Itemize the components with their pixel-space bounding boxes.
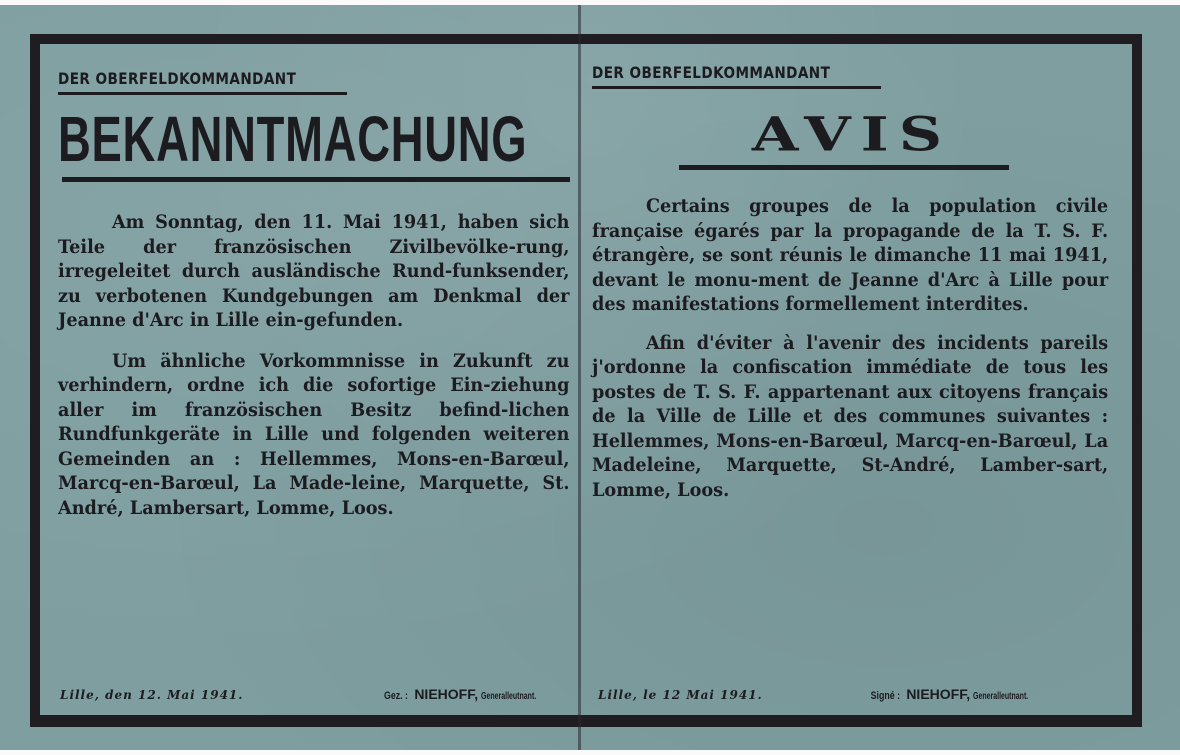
german-footer — [58, 686, 570, 703]
german-notice — [58, 45, 570, 717]
german-signature — [381, 686, 560, 703]
title-underline — [679, 165, 1009, 170]
center-fold-line — [578, 5, 581, 750]
office-heading-german: DER OBERFELDKOMMANDANT — [58, 69, 347, 95]
poster-paper — [0, 5, 1180, 750]
signatory-rank: Generalleutnant. — [481, 691, 537, 702]
german-date-line: Lille, den 12. Mai 1941. — [60, 688, 244, 702]
german-paragraph-2: Um ähnliche Vorkommnisse in Zukunft zu verhindern, ordne ich die sofortige Ein-ziehung aller im französischen Besitz befind-lichen Rundfunkgeräte in Lille und folgenden weiteren Gemeinden an : Hellemmes, Mons-en-Barœul, Marcq-en-Barœul, La Made-leine, Marquette, St. André, Lambersart, Lomme, Loos. — [58, 349, 570, 519]
french-paragraph-1: Certains groupes de la population civile française égarés par la propagande de la T. S. F. étrangère, se sont réunis le dimanche 11 mai 1941, devant le monu-ment de Jeanne d'Arc à Lille pour des manifestations formellement interdites. — [592, 195, 1109, 315]
french-signature — [867, 686, 1052, 703]
french-date-line: Lille, le 12 Mai 1941. — [598, 688, 763, 702]
french-paragraph-2: Afin d'éviter à l'avenir des incidents pareils j'ordonne la confiscation immédiate de tous les postes de T. S. F. appartenant aux citoyens français de la Ville de Lille et des communes suivantes : Hellemmes, Mons-en-Barœul, Marcq-en-Barœul, La Madeleine, Marquette, St-André, Lamber-sart, Lomme, Loos. — [592, 331, 1109, 501]
title-underline — [62, 177, 570, 182]
french-footer — [592, 686, 1112, 703]
german-paragraph-1: Am Sonntag, den 11. Mai 1941, haben sich Teile der französischen Zivilbevölke-rung, irregeleitet durch ausländische Rund-funksender, zu verbotenen Kundgebungen am Denkmal der Jeanne d'Arc in Lille ein-gefunden. — [58, 211, 570, 331]
signatory-name: NIEHOFF, — [414, 686, 479, 702]
french-notice — [592, 45, 1112, 717]
signed-label: Signé : — [870, 690, 900, 702]
signatory-rank: Generalleutnant. — [973, 691, 1029, 702]
title-avis: AVIS — [751, 107, 953, 163]
title-bekanntmachung: BEKANNTMACHUNG — [58, 103, 528, 175]
signed-label: Gez. : — [384, 690, 409, 702]
signatory-name: NIEHOFF, — [906, 686, 971, 702]
office-heading-french: DER OBERFELDKOMMANDANT — [592, 63, 881, 89]
